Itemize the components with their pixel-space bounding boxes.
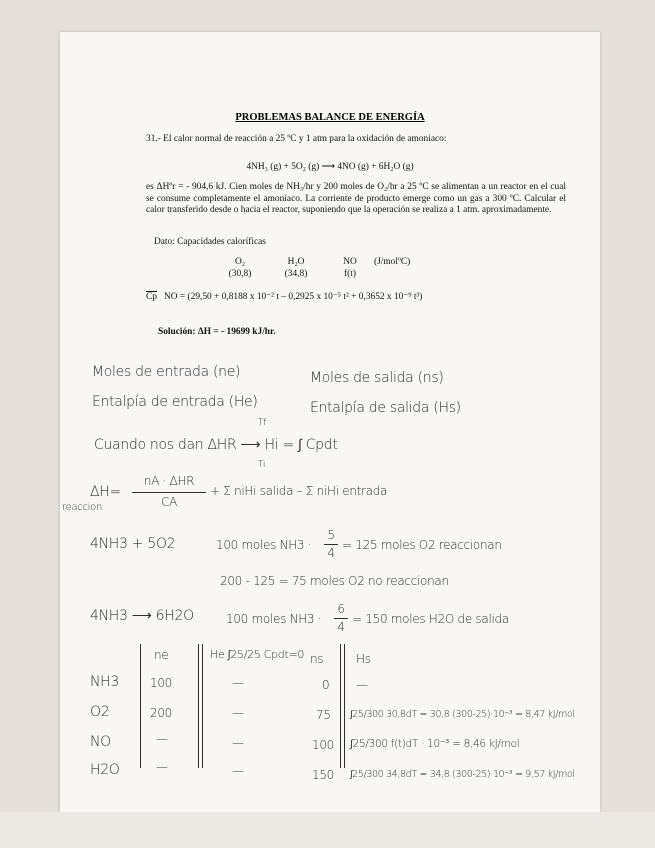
cp-no-equation: NO = (29,50 + 0,8188 x 10⁻² t – 0,2925 x 10⁻⁵ t² + 0,3652 x 10⁻⁹ t³)	[164, 292, 423, 302]
table-row-ne: —	[156, 760, 168, 774]
table-divider-2	[198, 644, 199, 768]
table-row-hs: —	[356, 678, 368, 692]
table-header-hs: Hs	[356, 652, 371, 666]
hw-calc3-den: 4	[337, 620, 345, 634]
table-divider-4	[340, 644, 341, 768]
hw-calc1-pre: 100 moles NH3 ·	[216, 538, 312, 552]
species-o2: O₂	[234, 257, 246, 267]
table-row-species: O2	[90, 704, 110, 720]
cp-o2: (30,8)	[228, 269, 252, 279]
hw-entalpia-salida: Entalpía de salida (Hs)	[310, 400, 461, 416]
table-row-he: —	[232, 676, 244, 690]
table-row-ns: 150	[312, 768, 335, 782]
background-edge	[0, 812, 655, 848]
table-divider-5	[344, 644, 345, 768]
table-row-ns: 100	[312, 738, 335, 752]
table-row-ne: 200	[150, 706, 173, 720]
hw-calc2: 200 - 125 = 75 moles O2 no reaccionan	[220, 574, 449, 588]
hw-calc1-den: 4	[327, 546, 335, 560]
hw-entalpia-entrada: Entalpía de entrada (He)	[92, 394, 258, 410]
hw-moles-entrada: Moles de entrada (ne)	[92, 364, 241, 380]
hw-calc1-bar	[324, 544, 338, 545]
paper-sheet	[60, 32, 600, 812]
table-header-ne: ne	[154, 648, 169, 662]
hw-calc1-num: 5	[327, 528, 335, 542]
hw-reaction-1: 4NH3 + 5O2	[90, 536, 176, 552]
table-divider-1	[140, 644, 141, 768]
hw-calc3-bar	[334, 618, 348, 619]
species-no: NO	[343, 257, 357, 267]
table-row-hs: ∫25/300 34,8dT = 34,8 (300-25)·10⁻³ = 9,57 kJ/mol	[350, 769, 575, 780]
hw-limit-bottom: Ti	[258, 460, 266, 470]
table-row-species: NO	[90, 734, 111, 750]
solution-text: Solución: ΔH = - 19699 kJ/hr.	[158, 327, 276, 337]
hw-calc1-post: = 125 moles O2 reaccionan	[342, 538, 502, 552]
hw-limit-top: Tf	[258, 418, 267, 428]
table-divider-3	[202, 644, 203, 768]
hw-when-given: Cuando nos dan ΔHR ⟶ Hi = ∫ Cpdt	[94, 437, 338, 453]
data-label: Dato: Capacidades caloríficas	[154, 237, 266, 247]
hw-eq-subscript: reaccion	[62, 502, 103, 513]
hw-eq-sums: + Σ niHi salida – Σ niHi entrada	[210, 484, 388, 498]
cp-no: f(t)	[344, 269, 356, 279]
table-row-species: H2O	[90, 762, 120, 778]
table-row-ne: 100	[150, 676, 173, 690]
table-row-hs: ∫25/300 30,8dT = 30,8 (300-25)·10⁻³ = 8,47 kJ/mol	[350, 709, 575, 720]
problem-intro: 31.- El calor normal de reacción a 25 ºC y 1 atm para la oxidación de amoniaco:	[146, 134, 447, 144]
hw-reaction-2: 4NH3 ⟶ 6H2O	[90, 608, 194, 624]
table-header-he: He ∫25/25 Cpdt=0	[210, 648, 305, 661]
units-label: (J/molºC)	[374, 257, 411, 267]
table-row-ns: 0	[322, 678, 330, 692]
table-row-hs: ∫25/300 f(t)dT · 10⁻³ = 8,46 kJ/mol	[350, 738, 520, 750]
hw-eq-fraction-bar	[132, 492, 206, 493]
table-row-he: —	[232, 706, 244, 720]
hw-eq-lhs: ΔH=	[90, 484, 121, 500]
hw-eq-denominator: CA	[161, 495, 177, 509]
hw-moles-salida: Moles de salida (ns)	[310, 370, 444, 386]
hw-calc3-post: = 150 moles H2O de salida	[352, 612, 509, 626]
reaction-equation: 4NH₃ (g) + 5O₂ (g) ⟶ 4NO (g) + 6H₂O (g)	[246, 162, 414, 172]
table-row-ne: —	[156, 732, 168, 746]
page-title: PROBLEMAS BALANCE DE ENERGÍA	[235, 112, 425, 123]
cp-symbol: Cp	[146, 292, 157, 302]
table-row-he: —	[232, 736, 244, 750]
problem-statement: es ΔHºr = - 904,6 kJ. Cien moles de NH₃/hr y 200 moles de O₂/hr a 25 ºC se alimentan a un reactor en el cual se consume completamente el amoníaco. La corriente de producto emerge como un gas a 300 ºC. Calcular el calor transferido desde o hacia el reactor, suponiendo que la operación se realiza a 1 atm. aproximadamente.	[146, 182, 566, 216]
table-row-he: —	[232, 764, 244, 778]
table-row-ns: 75	[316, 708, 331, 722]
hw-calc3-pre: 100 moles NH3 ·	[226, 612, 322, 626]
hw-calc3-num: 6	[337, 602, 345, 616]
table-header-ns: ns	[310, 652, 324, 666]
table-row-species: NH3	[90, 674, 120, 690]
species-h2o: H₂O	[287, 257, 305, 267]
cp-h2o: (34,8)	[284, 269, 308, 279]
hw-eq-numerator: nA · ΔHR	[143, 474, 195, 488]
